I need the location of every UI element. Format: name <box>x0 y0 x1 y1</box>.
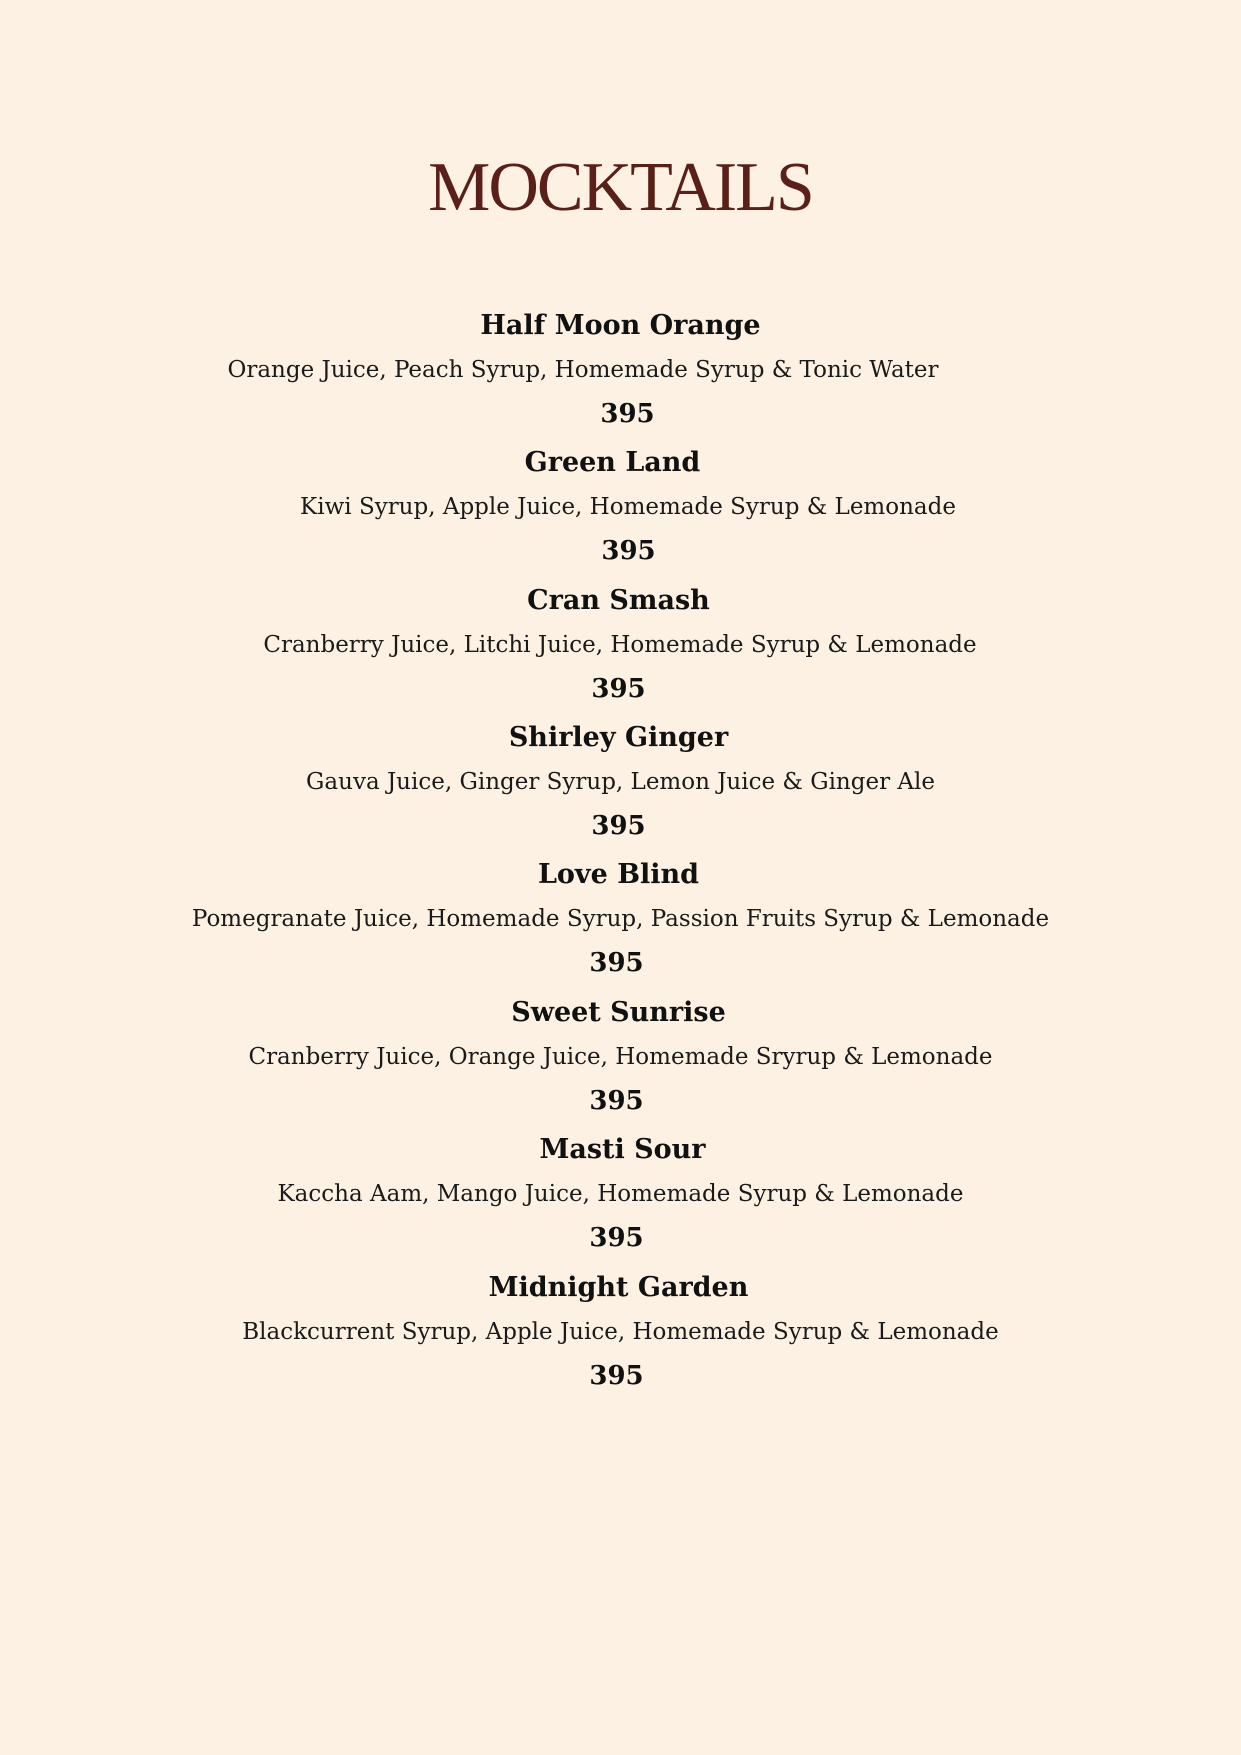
item-price: 395 <box>589 1223 644 1253</box>
item-name: Shirley Ginger <box>508 722 729 753</box>
item-description: Gauva Juice, Ginger Syrup, Lemon Juice & Ginger Ale <box>306 769 935 795</box>
menu-item-shirley-ginger <box>0 716 1241 848</box>
menu-item-cran-smash <box>0 579 1241 711</box>
item-price: 395 <box>600 399 655 429</box>
item-name: Green Land <box>524 447 701 478</box>
item-description: Cranberry Juice, Orange Juice, Homemade Sryrup & Lemonade <box>248 1044 993 1070</box>
item-name: Love Blind <box>537 859 700 890</box>
item-description: Pomegranate Juice, Homemade Syrup, Passion Fruits Syrup & Lemonade <box>191 906 1050 932</box>
item-price: 395 <box>601 536 656 566</box>
item-description: Kiwi Syrup, Apple Juice, Homemade Syrup & Lemonade <box>300 494 956 520</box>
item-description: Blackcurrent Syrup, Apple Juice, Homemade Syrup & Lemonade <box>242 1319 999 1345</box>
item-price: 395 <box>591 811 646 841</box>
page-title: MOCKTAILS <box>428 149 813 226</box>
item-name: Half Moon Orange <box>480 310 761 341</box>
item-name: Masti Sour <box>539 1134 706 1165</box>
item-description: Orange Juice, Peach Syrup, Homemade Syrup & Tonic Water <box>227 357 939 383</box>
item-price: 395 <box>591 674 646 704</box>
item-description: Kaccha Aam, Mango Juice, Homemade Syrup & Lemonade <box>277 1181 964 1207</box>
menu-item-masti-sour <box>0 1128 1241 1260</box>
menu-item-green-land <box>0 441 1241 573</box>
item-name: Sweet Sunrise <box>511 997 726 1028</box>
item-price: 395 <box>589 1361 644 1391</box>
item-price: 395 <box>589 948 644 978</box>
item-description: Cranberry Juice, Litchi Juice, Homemade Syrup & Lemonade <box>263 632 977 658</box>
menu-item-love-blind <box>0 853 1241 985</box>
menu-item-half-moon-orange <box>0 304 1241 436</box>
item-name: Cran Smash <box>527 585 710 616</box>
item-name: Midnight Garden <box>488 1272 749 1303</box>
item-price: 395 <box>589 1086 644 1116</box>
menu-item-sweet-sunrise <box>0 991 1241 1123</box>
menu-item-midnight-garden <box>0 1266 1241 1398</box>
